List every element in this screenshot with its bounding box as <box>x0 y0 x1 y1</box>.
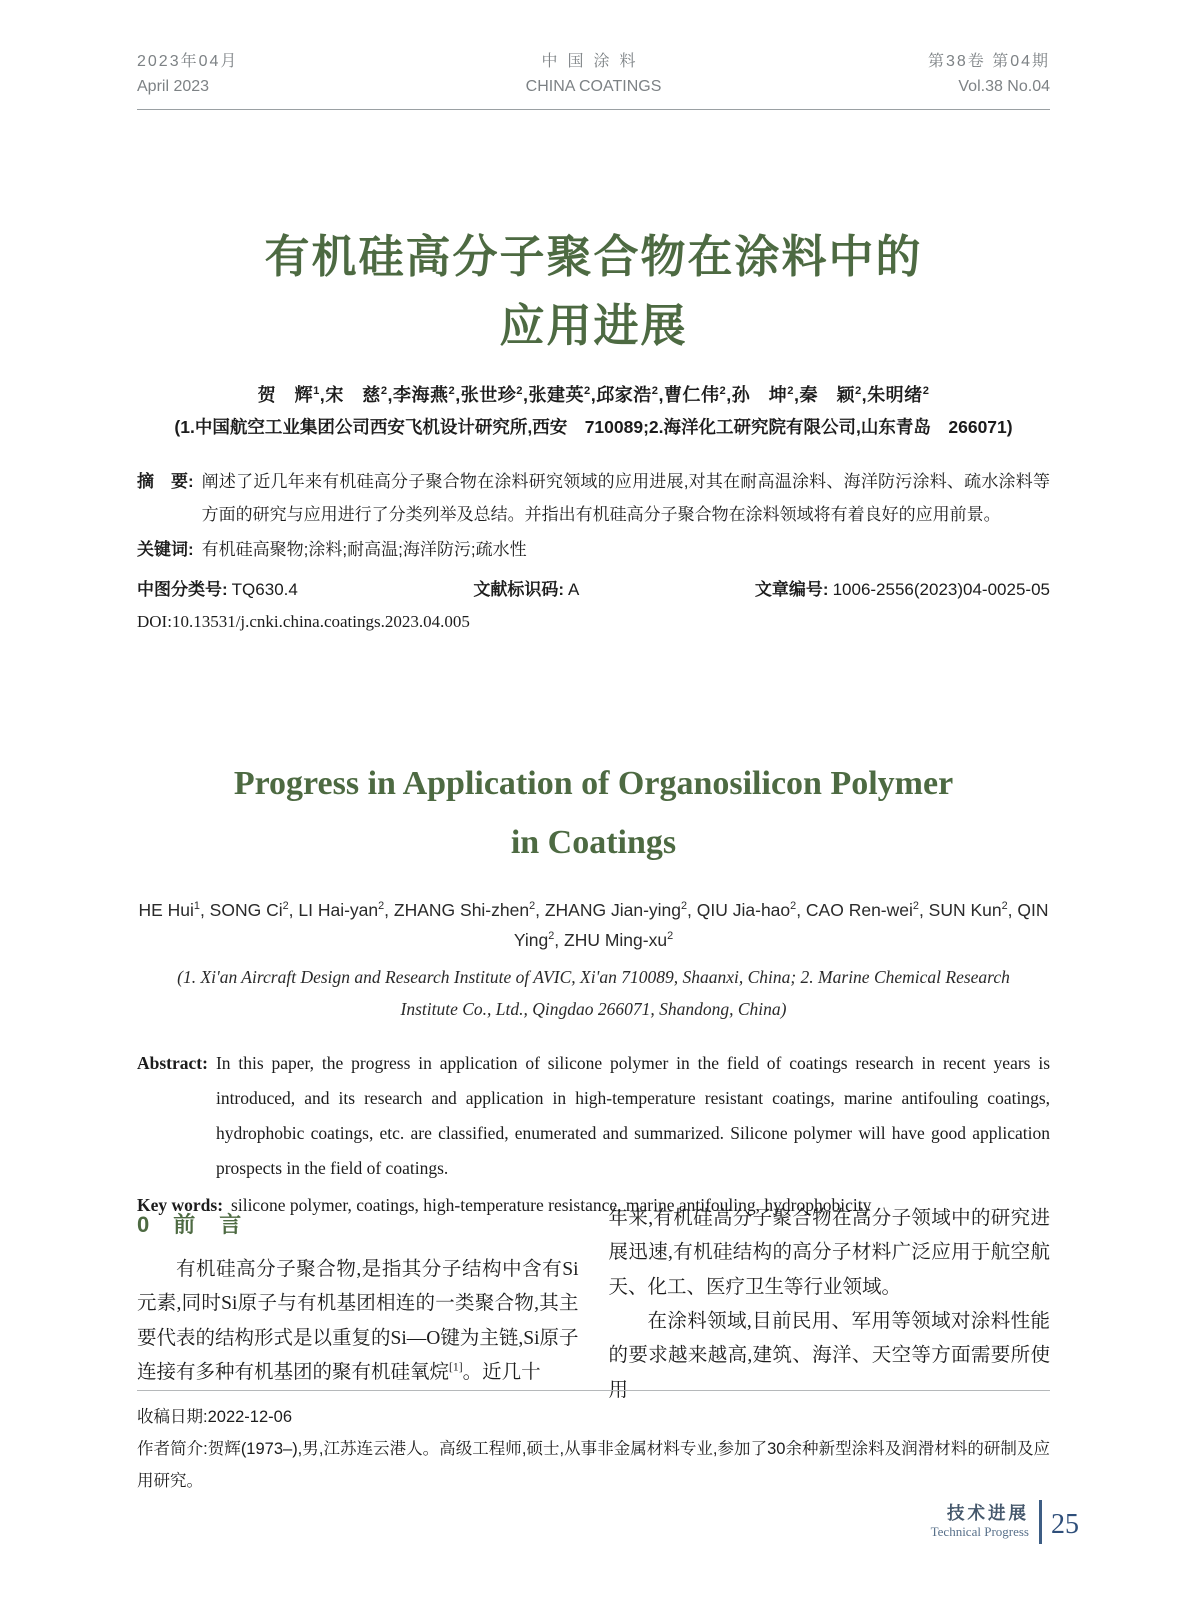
body-paragraph-2: 在涂料领域,目前民用、军用等领域对涂料性能的要求越来越高,建筑、海洋、天空等方面需要所使用 <box>608 1310 1050 1401</box>
author-name: 邱家浩 <box>596 385 652 406</box>
author-name: SUN Kun <box>928 899 1002 920</box>
abstract-block-cn <box>137 465 1050 631</box>
author-name: 宋 慈 <box>325 385 381 406</box>
author-affiliation-marker: 2 <box>584 385 591 398</box>
abstract-en <box>137 1046 1050 1186</box>
article-id-label: 文章编号: <box>754 579 829 599</box>
author-affiliation-marker: 2 <box>854 385 862 398</box>
keywords-cn-label: 关键词: <box>137 540 194 560</box>
affiliation-en: (1. Xi'an Aircraft Design and Research Institute of AVIC, Xi'an 710089, Shaanxi, China; 2. Marine Chemical Research Institute Co., Ltd., Qingdao 266071, Shandong, China) <box>177 966 1010 1020</box>
author-affiliation-marker: 2 <box>922 385 930 398</box>
author-affiliation-marker: 2 <box>681 899 688 912</box>
author-affiliation-marker: 2 <box>448 385 456 398</box>
doi: DOI:10.13531/j.cnki.china.coatings.2023.04.005 <box>137 611 470 631</box>
document-code <box>473 575 579 600</box>
body-paragraph-1-text: 有机硅高分子聚合物,是指其分子结构中含有Si元素,同时Si原子与有机基团相连的一类聚合物,其主要代表的结构形式是以重复的Si—O键为主链,Si原子连接有多种有机基团的聚有机硅氧烷 <box>137 1259 579 1383</box>
author-affiliation-marker: 2 <box>380 385 388 398</box>
footer-section-name <box>931 1503 1029 1541</box>
author-name: QIU Jia-hao <box>696 899 791 920</box>
received-date <box>137 1401 1050 1433</box>
footer-divider-bar <box>1039 1500 1042 1544</box>
clc-number <box>137 575 298 600</box>
author-name: 曹仁伟 <box>663 385 720 406</box>
clc-value: TQ630.4 <box>231 579 298 599</box>
journal-name-cn: 中国涂料 <box>541 53 646 70</box>
issue-date-cn: 2023年04月 <box>137 53 239 70</box>
abstract-cn-label: 摘 要: <box>137 472 194 492</box>
author-name: 张建英 <box>528 385 585 406</box>
document-code-label: 文献标识码: <box>473 579 565 599</box>
citation-ref-1: [1] <box>449 1360 463 1374</box>
body-column-right <box>609 1202 1051 1408</box>
journal-name-en: CHINA COATINGS <box>525 77 662 95</box>
author-name: LI Hai-yan <box>298 899 379 920</box>
abstract-cn <box>137 465 1050 531</box>
author-affiliation-marker: 2 <box>719 385 727 398</box>
clc-label: 中图分类号: <box>137 579 228 599</box>
author-affiliation-marker: 2 <box>378 899 385 912</box>
article-id-value: 1006-2556(2023)04-0025-05 <box>832 579 1050 599</box>
abstract-en-text: In this paper, the progress in application of silicone polymer in the field of coatings research in recent years is introduced, and its research and application in high-temperature resistant coatings, marine antifouling coatings, hydrophobic coatings, etc. are classified, enumerated and summarized. Silicone polymer will have good application prospects in the field of coatings. <box>215 1052 1050 1178</box>
keywords-cn <box>137 533 1050 566</box>
issue-date-en: April 2023 <box>137 77 210 95</box>
author-affiliation-marker: 2 <box>548 930 555 943</box>
header-journal-name <box>357 50 830 100</box>
body-paragraph-1 <box>137 1253 579 1390</box>
article-title-en-line1: Progress in Application of Organosilicon Polymer <box>233 764 954 802</box>
keywords-en-text: silicone polymer, coatings, high-temperature resistance, marine antifouling, hydrophobicity <box>231 1194 872 1215</box>
author-name: ZHU Ming-xu <box>564 930 668 951</box>
author-name: HE Hui <box>138 899 194 920</box>
footnote-block <box>137 1390 1050 1498</box>
author-name: CAO Ren-wei <box>805 899 913 920</box>
footer-section-en: Technical Progress <box>930 1524 1029 1540</box>
received-date-label: 收稿日期: <box>137 1408 208 1426</box>
author-affiliation-marker: 2 <box>790 899 797 912</box>
header-volume-info <box>830 50 1050 100</box>
body-column-left <box>137 1202 579 1408</box>
author-bio-label: 作者简介: <box>137 1440 208 1459</box>
authors-cn: 贺 辉$^1$,宋 慈$^2$,李海燕$^2$,张世珍$^2$,张建英$^2$,邱家浩$^2$,曹仁伟$^2$,孙 坤$^2$,秦 颖$^2$,朱明绪$^2$ <box>257 385 930 406</box>
affiliation-cn: (1.中国航空工业集团公司西安飞机设计研究所,西安 710089;2.海洋化工研究院有限公司,山东青岛 266071) <box>174 417 1013 438</box>
author-affiliation-marker: 2 <box>516 385 523 398</box>
article-title-cn <box>0 222 1187 362</box>
author-name: ZHANG Jian-ying <box>544 899 682 920</box>
article-title-cn-line1: 有机硅高分子聚合物在涂料中的 <box>264 230 923 282</box>
page-number: 25 <box>1051 1509 1079 1540</box>
author-name: 朱明绪 <box>867 385 923 406</box>
body-paragraph-1-continued: 年来,有机硅高分子聚合物在高分子领域中的研究进展迅速,有机硅结构的高分子材料广泛应用于航空航天、化工、医疗卫生等行业领域。 <box>608 1208 1050 1298</box>
author-name: QIN Ying <box>513 899 1049 951</box>
author-affiliation-marker: 2 <box>529 899 536 912</box>
document-code-value: A <box>568 579 580 599</box>
author-affiliation-marker: 1 <box>313 385 320 398</box>
received-date-value: 2022-12-06 <box>207 1408 292 1426</box>
section-heading-0: 0 前 言 <box>137 1212 243 1237</box>
article-title-cn-line2: 应用进展 <box>499 300 688 352</box>
journal-header <box>0 0 1187 110</box>
abstract-en-label: Abstract: <box>137 1052 208 1073</box>
footer-section-cn: 技术进展 <box>947 1503 1029 1524</box>
abstract-cn-text: 阐述了近几年来有机硅高分子聚合物在涂料研究领域的应用进展,对其在耐高温涂料、海洋防污涂料、疏水涂料等方面的研究与应用进行了分类列举及总结。并指出有机硅高分子聚合物在涂料领域将有着良好的应用前景。 <box>201 472 1050 525</box>
abstract-block-en <box>137 1046 1050 1223</box>
author-name: 李海燕 <box>393 385 449 406</box>
author-bio <box>137 1433 1050 1497</box>
author-name: 孙 坤 <box>731 385 788 406</box>
author-affiliation-marker: 2 <box>282 899 289 912</box>
article-title-en <box>0 754 1187 873</box>
author-bio-text: 贺辉(1973–),男,江苏连云港人。高级工程师,硕士,从事非金属材料专业,参加了30余种新型涂料及润滑材料的研制及应用研究。 <box>137 1440 1050 1491</box>
article-meta-row <box>137 575 1050 600</box>
author-name: 秦 颖 <box>799 385 855 406</box>
body-paragraph-1-tail: 。近几十 <box>462 1361 541 1383</box>
author-name: ZHANG Shi-zhen <box>393 899 530 920</box>
author-affiliation-marker: 1 <box>193 899 200 912</box>
page-footer <box>931 1500 1079 1544</box>
author-name: 贺 辉 <box>257 385 314 406</box>
author-affiliation-marker: 2 <box>667 930 674 943</box>
authors-en: HE Hui$^1$, SONG Ci$^2$, LI Hai-yan$^2$, ZHANG Shi-zhen$^2$, ZHANG Jian-ying$^2$, QIU Jia-hao$^2$, CAO Ren-wei$^2$, SUN Kun$^2$, QIN Ying$^2$, ZHU Ming-$xu^2$ <box>138 899 1049 951</box>
volume-info-en: Vol.38 No.04 <box>958 77 1050 95</box>
keywords-cn-text: 有机硅高聚物;涂料;耐高温;海洋防污;疏水性 <box>201 540 527 560</box>
keywords-en-label: Key words: <box>137 1194 224 1215</box>
author-affiliation-marker: 2 <box>1001 899 1008 912</box>
author-name: SONG Ci <box>209 899 283 920</box>
header-issue-date <box>137 50 357 100</box>
article-title-en-line2: in Coatings <box>510 824 677 862</box>
header-divider <box>137 109 1050 110</box>
volume-info-cn: 第38卷 第04期 <box>927 53 1050 70</box>
author-affiliation-marker: 2 <box>787 385 794 398</box>
author-affiliation-marker: 2 <box>651 385 659 398</box>
article-id <box>755 575 1050 600</box>
author-name: 张世珍 <box>460 385 517 406</box>
article-body <box>137 1202 1050 1408</box>
journal-header-row <box>137 50 1050 100</box>
author-affiliation-marker: 2 <box>912 899 919 912</box>
